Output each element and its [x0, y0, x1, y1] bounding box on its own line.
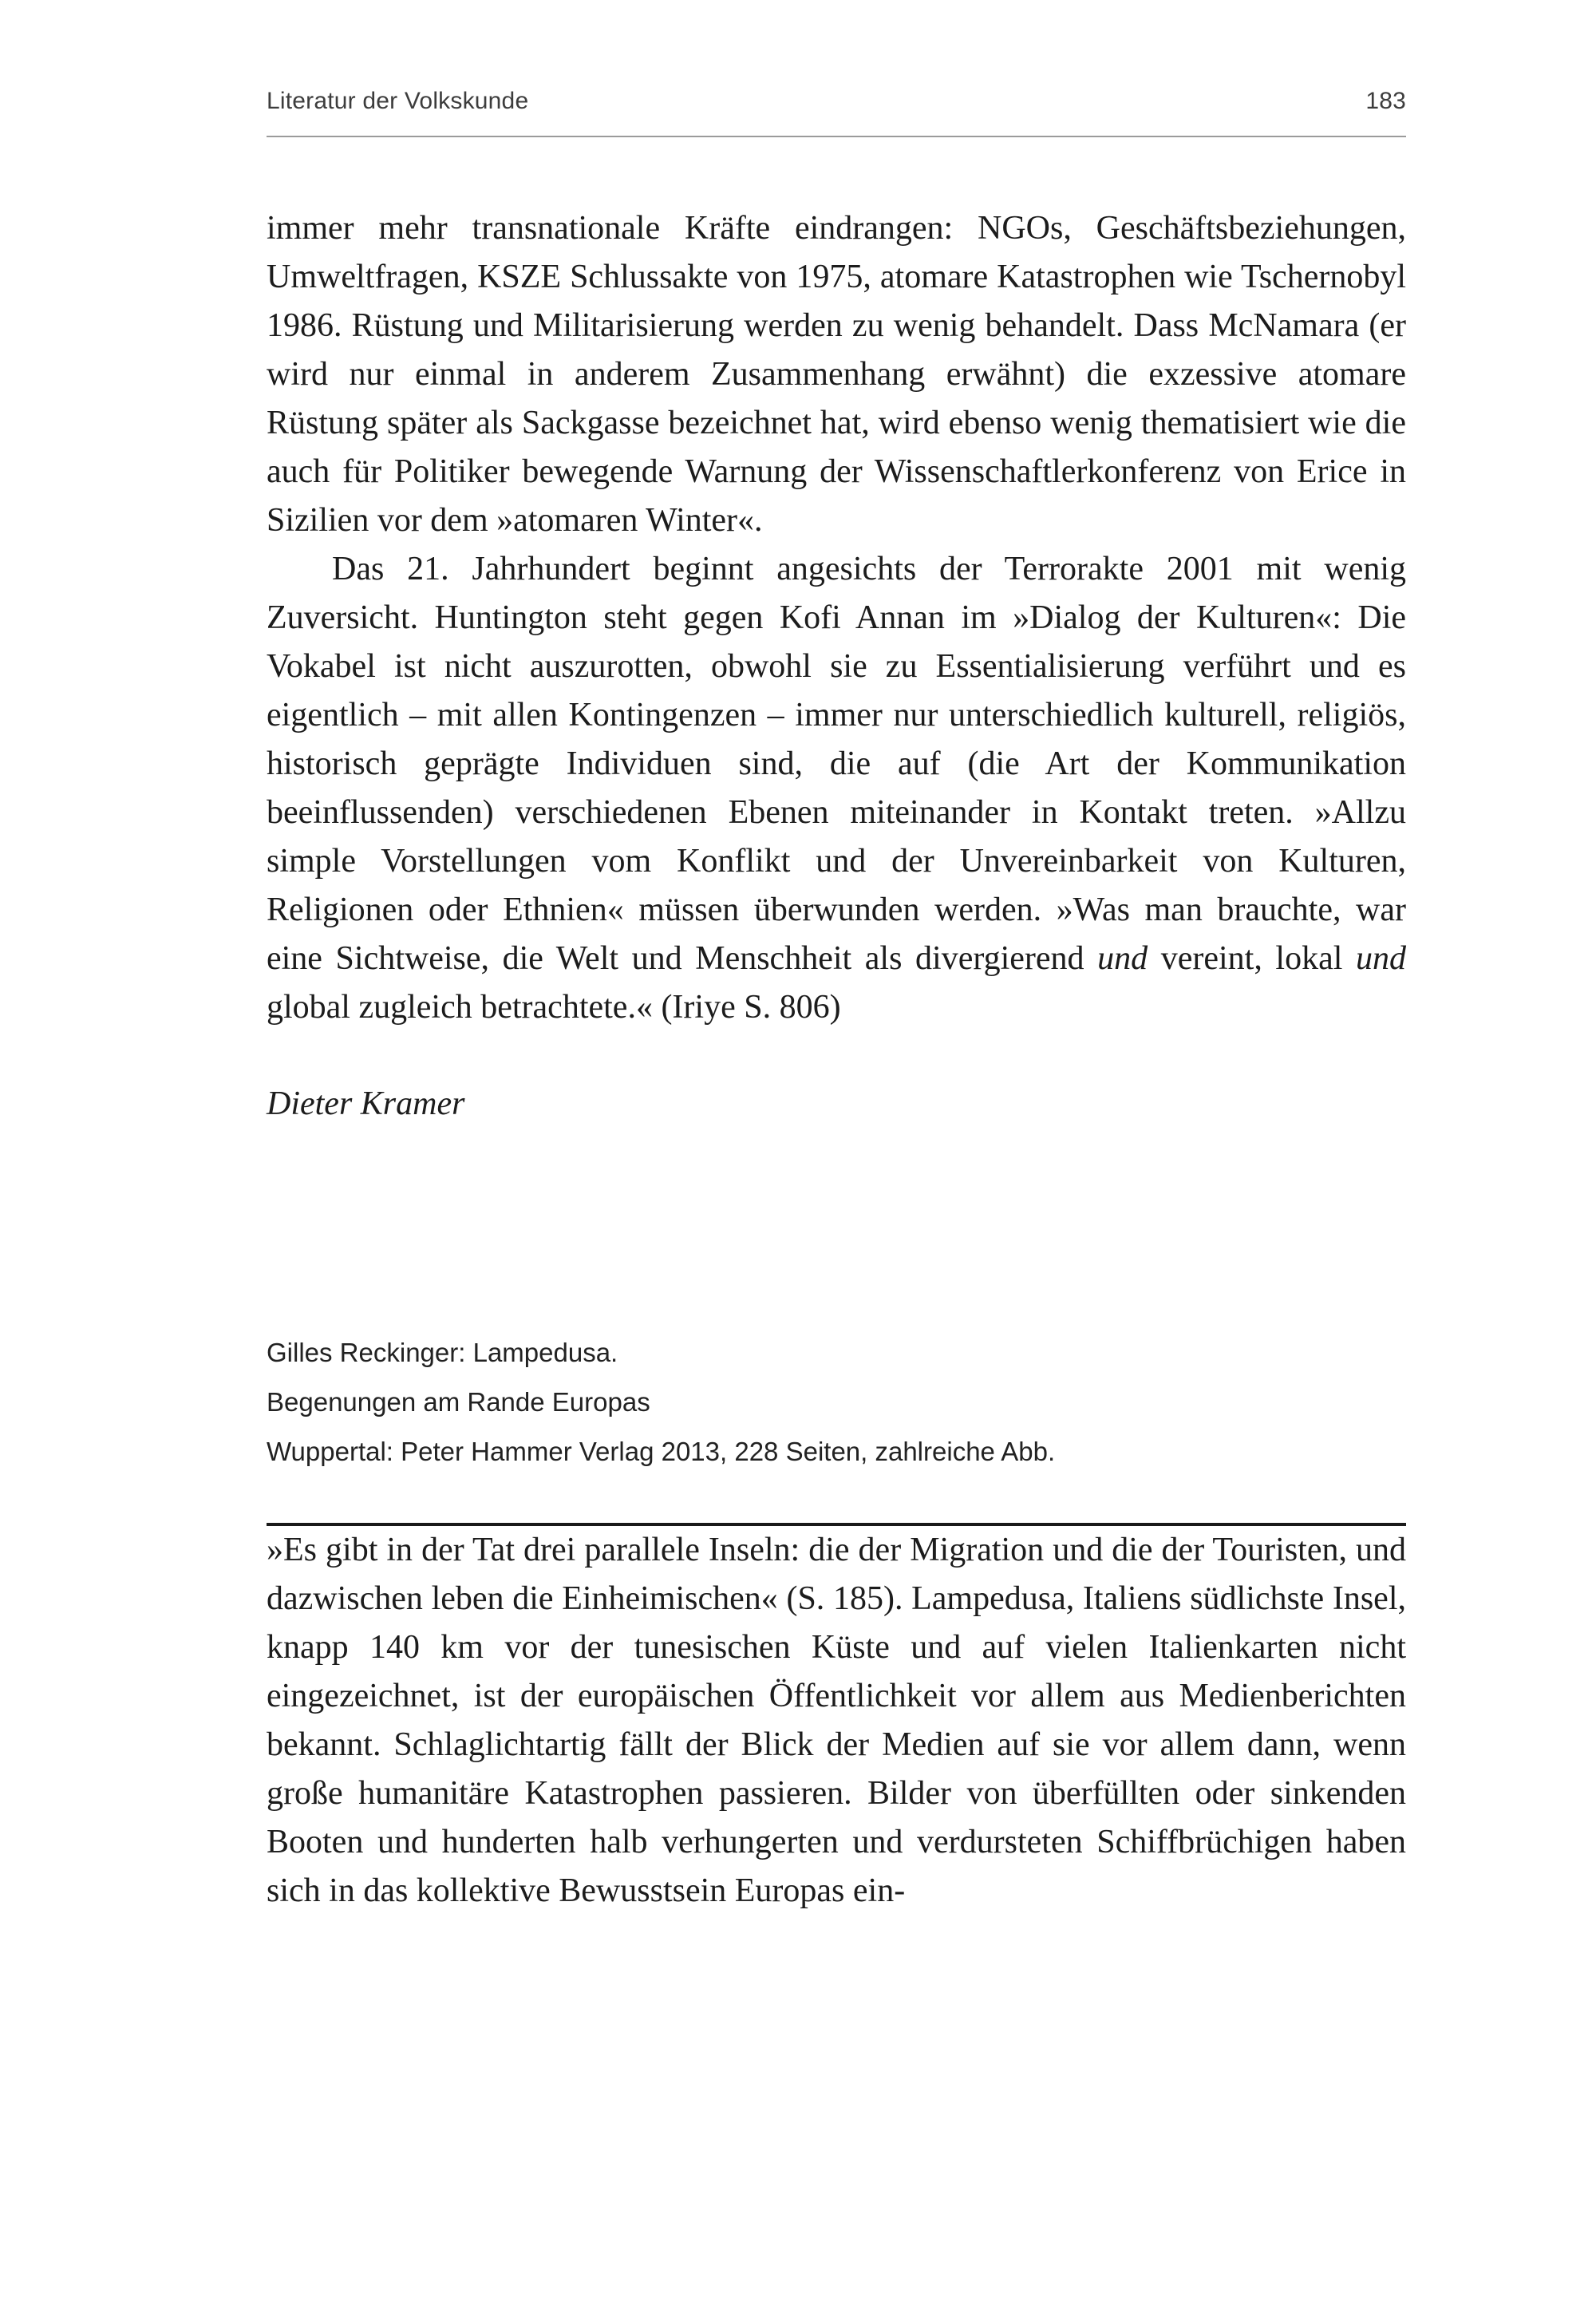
author-signature: Dieter Kramer [267, 1085, 465, 1122]
text-block [267, 204, 1406, 1916]
review-book-author-title: Gilles Reckinger: Lampedusa. [267, 1338, 618, 1367]
review-book-subtitle: Begenungen am Rande Europas [267, 1387, 650, 1417]
review-publication-info: Wuppertal: Peter Hammer Verlag 2013, 228 Seiten, zahlreiche Abb. [267, 1437, 1056, 1466]
running-header-title: Literatur der Volkskunde [267, 88, 529, 114]
page-content [267, 0, 1406, 1916]
review-paragraph: »Es gibt in der Tat drei parallele Inseln: die der Migration und die der Touristen, und dazwischen leben die Einheimischen« (S. 185). Lampedusa, Italiens südlichste Insel, knapp 140 km vor der tunesischen Küste und auf vielen Italienkarten nicht eingezeichnet, ist der europäischen Öffentlichkeit vor allem aus Medienberichten bekannt. Schlaglichtartig fällt der Blick der Medien auf sie vor allem dann, wenn große humanitäre Katastrophen passieren. Bilder von überfüllten oder sinkenden Booten und hunderten halb verhungerten und verdursteten Schiffbrüchigen haben sich in das kollektive Bewusstsein Europas ein- [267, 1532, 1406, 1909]
page-number: 183 [1365, 88, 1406, 114]
header-rule [267, 136, 1406, 137]
article-paragraph: Das 21. Jahrhundert beginnt angesichts der Terrorakte 2001 mit wenig Zuversicht. Huntington steht gegen Kofi Annan im »Dialog der Kulturen«: Die Vokabel ist nicht auszurotten, obwohl sie zu Essentialisierung verführt und es eigentlich – mit allen Kontingenzen – immer nur unterschiedlich kulturell, religiös, historisch geprägte Individuen sind, die auf (die Art der Kommunikation beeinflussenden) verschiedenen Ebenen miteinander in Kontakt treten. »Allzu simple Vorstellungen vom Konflikt und der Unvereinbarkeit von Kulturen, Religionen oder Ethnien« müssen überwunden werden. »Was man brauchte, war eine Sichtweise, die Welt und Menschheit als divergierend und vereint, lokal und global zugleich betrachtete.« (Iriye S. 806) [267, 551, 1406, 1026]
article-paragraph-continued: immer mehr transnationale Kräfte eindrangen: NGOs, Geschäftsbeziehungen, Umweltfragen, KSZE Schlussakte von 1975, atomare Katastrophen wie Tschernobyl 1986. Rüstung und Militarisierung werden zu wenig behandelt. Dass McNamara (er wird nur einmal in anderem Zusammenhang erwähnt) die exzessive atomare Rüstung später als Sackgasse bezeichnet hat, wird ebenso wenig thematisiert wie die auch für Politiker bewegende Warnung der Wissenschaftlerkonferenz von Erice in Sizilien vor dem »atomaren Winter«. [267, 210, 1406, 539]
review-heading-block [267, 1328, 1406, 1477]
running-header [267, 0, 1406, 115]
